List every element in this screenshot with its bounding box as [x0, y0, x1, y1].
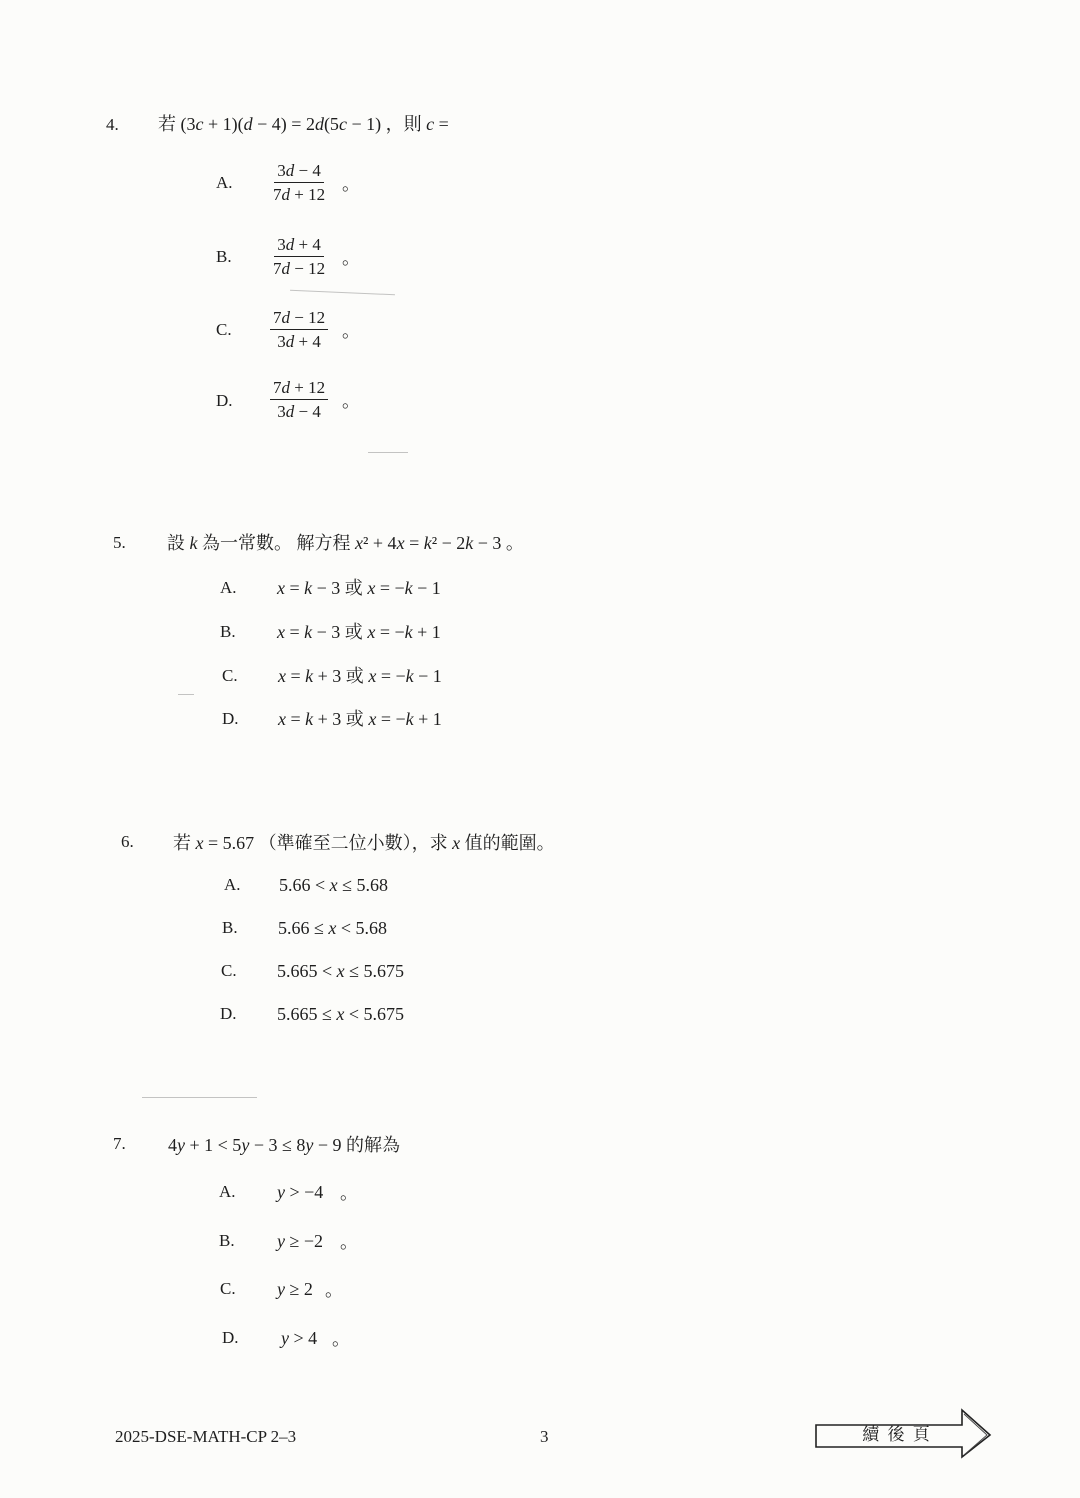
option-letter: C.	[222, 666, 238, 685]
numerator: 3d − 4	[274, 161, 324, 183]
option-letter: A.	[216, 173, 233, 192]
denominator: 7d − 12	[273, 259, 326, 278]
option-letter: D.	[222, 709, 239, 728]
denominator: 3d + 4	[277, 332, 321, 351]
question-stem: 4y + 1 < 5y − 3 ≤ 8y − 9 的解為	[168, 1135, 400, 1155]
option-letter: A.	[219, 1182, 236, 1201]
fraction	[270, 235, 328, 279]
question-number: 4.	[106, 115, 119, 134]
numerator: 7d + 12	[270, 378, 328, 400]
question-number: 7.	[113, 1134, 126, 1153]
fraction	[270, 308, 328, 352]
fraction	[270, 161, 328, 205]
option-suffix: 。	[342, 174, 360, 194]
question-stem: 若 (3c + 1)(d − 4) = 2d(5c − 1) ，則 c =	[158, 114, 449, 134]
option-letter: B.	[219, 1231, 235, 1250]
question-stem: 若 x = 5.67 （準確至二位小數），求 x 值的範圍。	[173, 833, 555, 853]
option-text: 5.665 < x ≤ 5.675	[277, 961, 405, 981]
option-letter: C.	[220, 1279, 236, 1298]
option-text: y > −4	[277, 1182, 324, 1202]
denominator: 3d − 4	[277, 402, 321, 421]
option-text: 5.66 < x ≤ 5.68	[279, 875, 389, 895]
option-text: x = k − 3 或 x = −k + 1	[277, 622, 441, 642]
option-suffix: 。	[332, 1329, 350, 1349]
option-suffix: 。	[340, 1183, 358, 1203]
fraction	[270, 378, 328, 422]
scan-mark	[178, 694, 194, 695]
option-text: y ≥ −2	[277, 1231, 324, 1251]
option-letter: C.	[216, 320, 232, 339]
option-suffix: 。	[325, 1280, 343, 1300]
scan-mark	[368, 452, 408, 453]
option-letter: B.	[216, 247, 232, 266]
option-letter: B.	[222, 918, 238, 937]
scan-mark	[290, 290, 395, 296]
question-stem: 設 k 為一常數。 解方程 x² + 4x = k² − 2k − 3 。	[167, 533, 524, 553]
option-letter: C.	[221, 961, 237, 980]
option-suffix: 。	[342, 248, 360, 268]
option-suffix: 。	[342, 391, 360, 411]
continue-label: 續 後 頁	[862, 1425, 932, 1444]
option-letter: A.	[220, 578, 237, 597]
option-suffix: 。	[342, 321, 360, 341]
page-number: 3	[540, 1427, 549, 1446]
question-number: 5.	[113, 533, 126, 552]
option-text: x = k − 3 或 x = −k − 1	[277, 578, 441, 598]
paper-code: 2025-DSE-MATH-CP 2–3	[115, 1427, 297, 1446]
numerator: 7d − 12	[270, 308, 328, 330]
option-text: y ≥ 2	[277, 1279, 313, 1299]
scan-mark	[142, 1097, 257, 1098]
option-letter: A.	[224, 875, 241, 894]
option-text: x = k + 3 或 x = −k + 1	[278, 709, 442, 729]
option-letter: D.	[220, 1004, 237, 1023]
option-text: 5.66 ≤ x < 5.68	[278, 918, 388, 938]
option-letter: D.	[216, 391, 233, 410]
option-text: y > 4	[281, 1328, 318, 1348]
option-text: 5.665 ≤ x < 5.675	[277, 1004, 405, 1024]
question-number: 6.	[121, 832, 134, 851]
option-letter: D.	[222, 1328, 239, 1347]
option-letter: B.	[220, 622, 236, 641]
option-suffix: 。	[340, 1232, 358, 1252]
denominator: 7d + 12	[273, 185, 326, 204]
option-text: x = k + 3 或 x = −k − 1	[278, 666, 442, 686]
numerator: 3d + 4	[274, 235, 324, 257]
